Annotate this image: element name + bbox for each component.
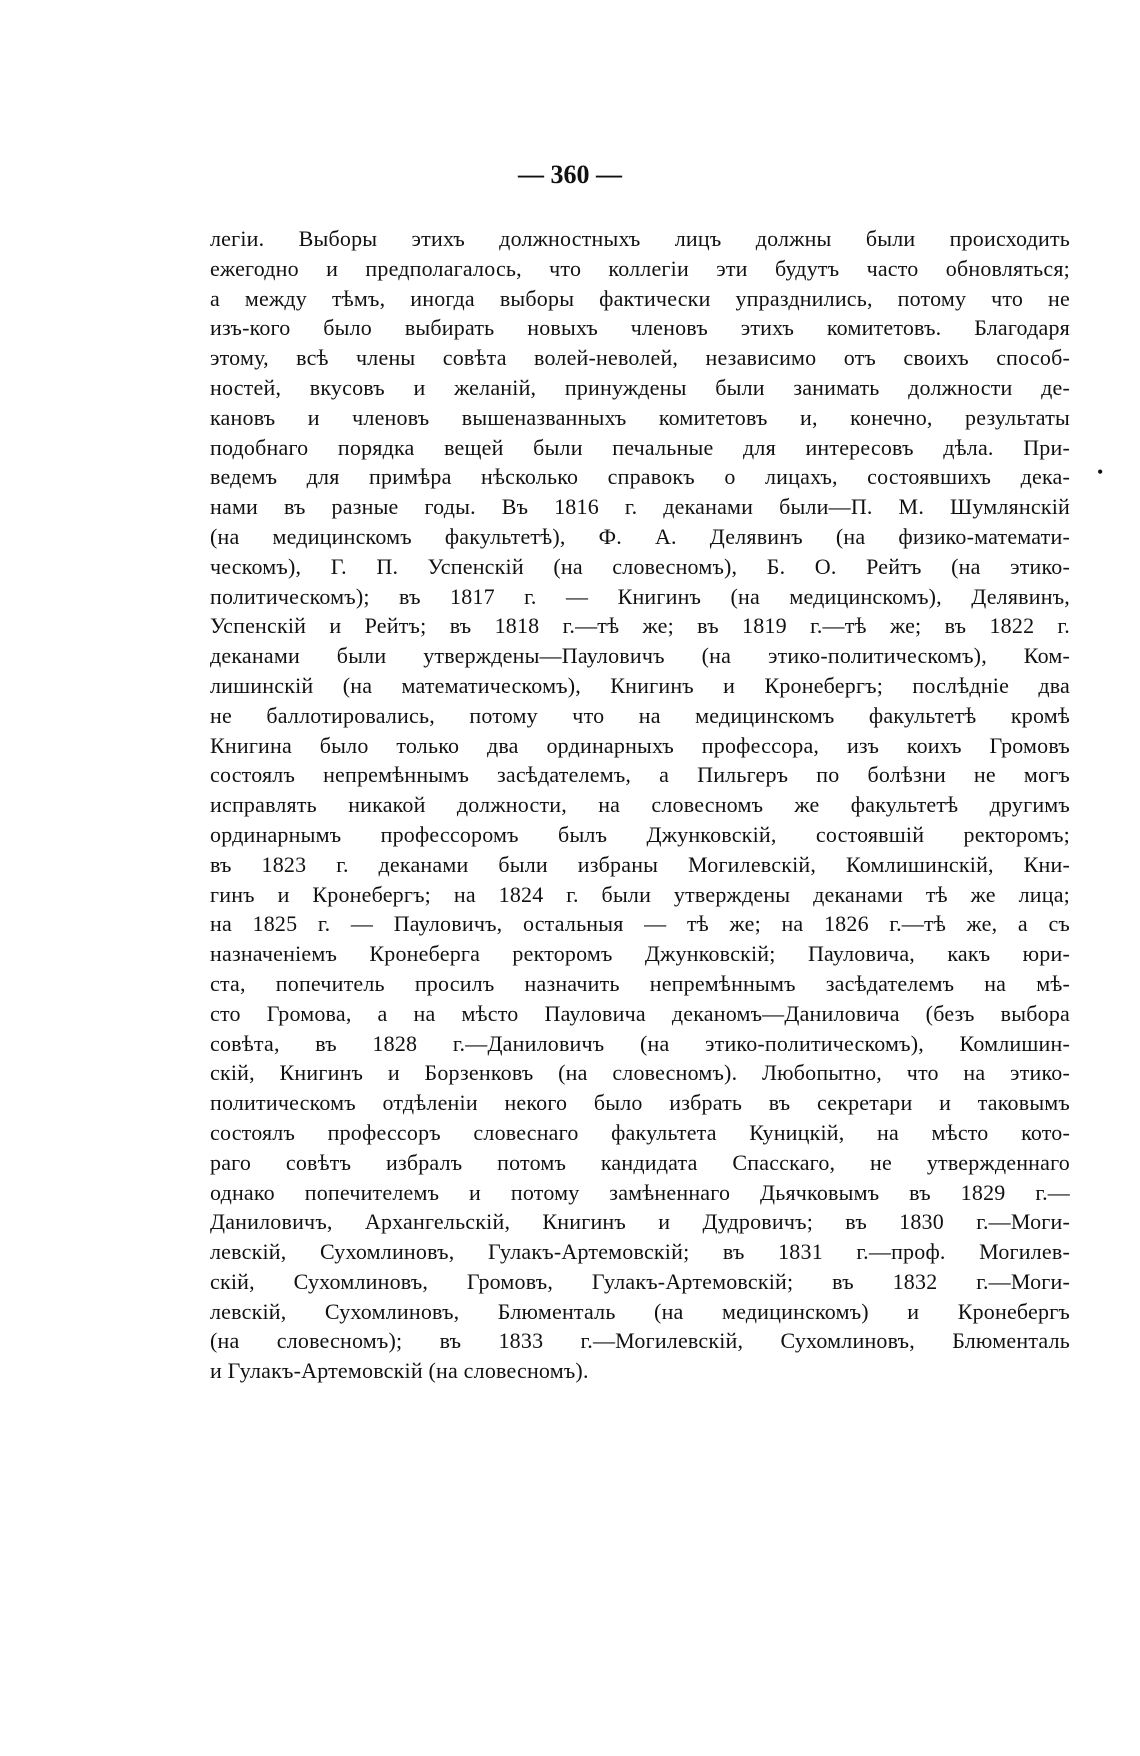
text-line: подобнаго порядка вещей были печальные для интересовъ дѣла. При- [210,434,1070,460]
text-line: левскій, Сухомлиновъ, Блюменталь (на медицинскомъ) и Кронебергъ [210,1298,1070,1324]
body-text [210,224,1070,1386]
text-line: сто Громова, а на мѣсто Пауловича деканомъ—Даниловича (безъ выбора [210,1000,1070,1026]
text-line: и Гулакъ-Артемовскій (на словесномъ). [210,1358,589,1384]
text-line: раго совѣтъ избралъ потомъ кандидата Спасскаго, не утвержденнаго [210,1149,1070,1175]
text-line: состоялъ профессоръ словеснаго факультета Куницкій, на мѣсто кото- [210,1119,1070,1145]
text-line: въ 1823 г. деканами были избраны Могилевскій, Комлишинскій, Кни- [210,851,1070,877]
text-line: легіи. Выборы этихъ должностныхъ лицъ должны были происходить [210,226,1070,251]
text-line: ческомъ), Г. П. Успенскій (на словесномъ), Б. О. Рейтъ (на этико- [210,553,1070,579]
page-number: — 360 — [518,160,622,189]
text-line: скій, Сухомлиновъ, Громовъ, Гулакъ-Артемовскій; въ 1832 г.—Моги- [210,1268,1070,1294]
text-line: однако попечителемъ и потому замѣненнаго Дьячковымъ въ 1829 г.— [210,1179,1070,1205]
text-line: не баллотировались, потому что на медицинскомъ факультетѣ кромѣ [210,702,1070,728]
text-line: (на медицинскомъ факультетѣ), Ф. А. Делявинъ (на физико-математи- [210,523,1070,549]
text-line: ста, попечитель просилъ назначить непремѣннымъ засѣдателемъ на мѣ- [210,970,1070,996]
text-line: на 1825 г. — Пауловичъ, остальныя — тѣ же; на 1826 г.—тѣ же, а съ [210,911,1070,937]
text-line: ностей, вкусовъ и желаній, принуждены были занимать должности де- [210,374,1070,400]
text-line: этому, всѣ члены совѣта волей-неволей, независимо отъ своихъ способ- [210,345,1070,371]
text-line: политическомъ); въ 1817 г. — Книгинъ (на медицинскомъ), Делявинъ, [210,583,1070,609]
text-line: (на словесномъ); въ 1833 г.—Могилевскій, Сухомлиновъ, Блюменталь [210,1328,1070,1354]
text-line: левскій, Сухомлиновъ, Гулакъ-Артемовскій; въ 1831 г.—проф. Могилев- [210,1239,1070,1265]
text-line: скій, Книгинъ и Борзенковъ (на словесномъ). Любопытно, что на этико- [210,1060,1070,1086]
text-line: гинъ и Кронебергъ; на 1824 г. были утверждены деканами тѣ же лица; [210,881,1070,907]
text-line: ординарнымъ профессоромъ былъ Джунковскій, состоявшій ректоромъ; [210,821,1070,847]
text-line: политическомъ отдѣленіи некого было избрать въ секретари и таковымъ [210,1090,1070,1116]
text-line: Даниловичъ, Архангельскій, Книгинъ и Дудровичъ; въ 1830 г.—Моги- [210,1209,1070,1235]
margin-mark: • [1097,462,1104,482]
text-line: состоялъ непремѣннымъ засѣдателемъ, а Пильгеръ по болѣзни не могъ [210,762,1070,788]
text-line: совѣта, въ 1828 г.—Даниловичъ (на этико-политическомъ), Комлишин- [210,1030,1070,1056]
text-line: деканами были утверждены—Пауловичъ (на этико-политическомъ), Ком- [210,643,1070,669]
text-line: ежегодно и предполагалось, что коллегіи эти будутъ часто обновляться; [210,255,1070,281]
text-line: Успенскій и Рейтъ; въ 1818 г.—тѣ же; въ 1819 г.—тѣ же; въ 1822 г. [210,613,1070,639]
text-line: лишинскій (на математическомъ), Книгинъ и Кронебергъ; послѣдніе два [210,672,1070,698]
text-line: нами въ разные годы. Въ 1816 г. деканами были—П. М. Шумлянскій [210,494,1070,520]
text-line: исправлять никакой должности, на словесномъ же факультетѣ другимъ [210,792,1070,818]
text-line: изъ-кого было выбирать новыхъ членовъ этихъ комитетовъ. Благодаря [210,315,1070,341]
text-line: а между тѣмъ, иногда выборы фактически упразднились, потому что не [210,285,1070,311]
text-line: Книгина было только два ординарныхъ профессора, изъ коихъ Громовъ [210,732,1070,758]
text-line: кановъ и членовъ вышеназванныхъ комитетовъ и, конечно, результаты [210,404,1070,430]
text-line: назначеніемъ Кронеберга ректоромъ Джунковскій; Пауловича, какъ юри- [210,941,1070,967]
text-line: ведемъ для примѣра нѣсколько справокъ о лицахъ, состоявшихъ дека- [210,464,1070,490]
